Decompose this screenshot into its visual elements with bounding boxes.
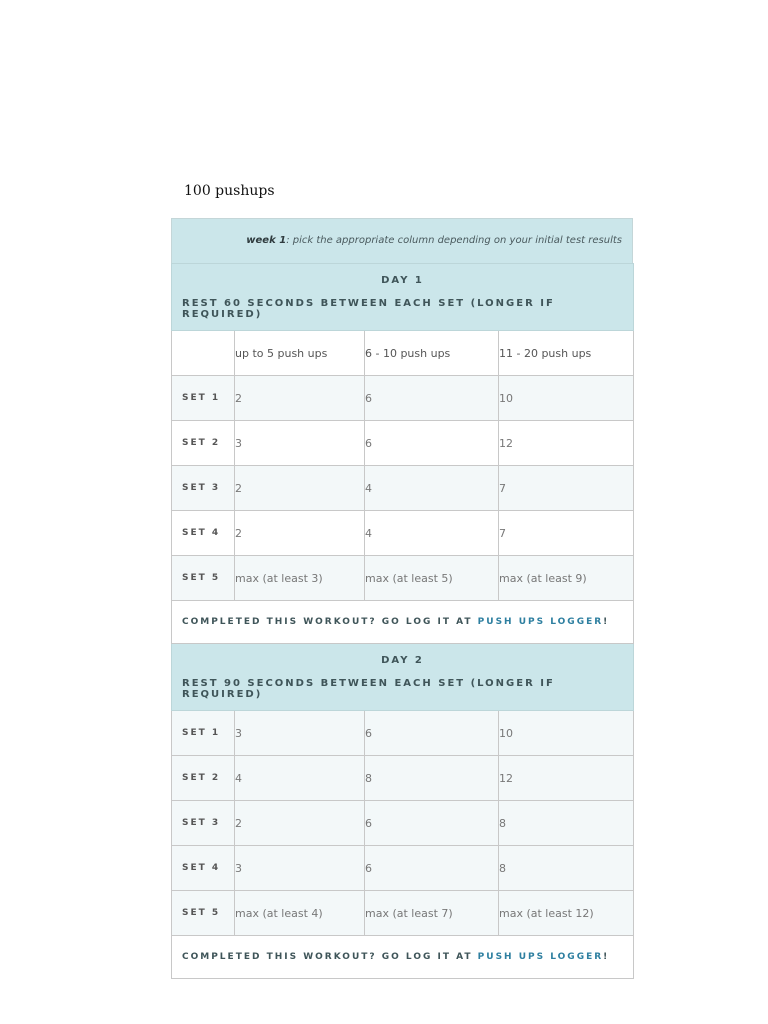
table-cell: max (at least 7) <box>365 891 499 936</box>
day-title: DAY 2 <box>381 654 424 666</box>
table-cell: 6 <box>365 846 499 891</box>
table-cell: 12 <box>499 421 634 466</box>
log-cell <box>172 936 634 979</box>
table-cell: max (at least 3) <box>235 556 365 601</box>
table-cell: max (at least 4) <box>235 891 365 936</box>
table-cell: 7 <box>499 466 634 511</box>
table-row <box>172 711 634 756</box>
set-label: SET 5 <box>172 556 235 601</box>
table-row <box>172 756 634 801</box>
table-cell: 12 <box>499 756 634 801</box>
table-cell: 2 <box>235 466 365 511</box>
table-cell: 2 <box>235 376 365 421</box>
table-cell: 6 <box>365 421 499 466</box>
table-cell: 4 <box>365 511 499 556</box>
workout-table-container <box>171 218 633 979</box>
caption-week: week 1 <box>246 235 287 246</box>
table-cell: 6 <box>365 711 499 756</box>
table-cell: 6 <box>365 376 499 421</box>
workout-table <box>171 263 634 979</box>
log-suffix: ! <box>603 952 610 962</box>
day-rest-instruction: REST 60 SECONDS BETWEEN EACH SET (LONGER IF REQUIRED) <box>182 297 555 320</box>
caption-text: : pick the appropriate column depending on your initial test results <box>286 235 622 246</box>
log-prompt: COMPLETED THIS WORKOUT? GO LOG IT AT <box>182 617 478 627</box>
set-label: SET 4 <box>172 846 235 891</box>
table-row <box>172 511 634 556</box>
day-rest-instruction: REST 90 SECONDS BETWEEN EACH SET (LONGER IF REQUIRED) <box>182 677 555 700</box>
table-cell: max (at least 12) <box>499 891 634 936</box>
table-cell: 4 <box>235 756 365 801</box>
log-cell <box>172 601 634 644</box>
set-label: SET 5 <box>172 891 235 936</box>
set-label: SET 3 <box>172 466 235 511</box>
table-caption <box>171 218 633 263</box>
column-header-row <box>172 331 634 376</box>
set-label: SET 2 <box>172 756 235 801</box>
log-prompt: COMPLETED THIS WORKOUT? GO LOG IT AT <box>182 952 478 962</box>
table-cell: 2 <box>235 511 365 556</box>
day-header-row <box>172 264 634 331</box>
set-label: SET 2 <box>172 421 235 466</box>
column-header-empty <box>172 331 235 376</box>
table-row <box>172 376 634 421</box>
column-header: 11 - 20 push ups <box>499 331 634 376</box>
table-cell: 3 <box>235 846 365 891</box>
set-label: SET 1 <box>172 376 235 421</box>
push-ups-logger-link[interactable]: PUSH UPS LOGGER <box>477 617 604 627</box>
table-row <box>172 556 634 601</box>
table-row <box>172 421 634 466</box>
table-row <box>172 801 634 846</box>
log-row <box>172 601 634 644</box>
table-cell: max (at least 5) <box>365 556 499 601</box>
table-row <box>172 891 634 936</box>
table-row <box>172 466 634 511</box>
table-cell: max (at least 9) <box>499 556 634 601</box>
set-label: SET 3 <box>172 801 235 846</box>
day-header-row <box>172 644 634 711</box>
table-cell: 8 <box>499 801 634 846</box>
column-header: 6 - 10 push ups <box>365 331 499 376</box>
set-label: SET 1 <box>172 711 235 756</box>
table-cell: 7 <box>499 511 634 556</box>
log-suffix: ! <box>603 617 610 627</box>
table-cell: 3 <box>235 421 365 466</box>
day-title: DAY 1 <box>381 274 424 286</box>
table-cell: 2 <box>235 801 365 846</box>
table-cell: 6 <box>365 801 499 846</box>
set-label: SET 4 <box>172 511 235 556</box>
table-cell: 10 <box>499 711 634 756</box>
day-header <box>172 264 634 331</box>
table-cell: 4 <box>365 466 499 511</box>
day-header <box>172 644 634 711</box>
document-title: 100 pushups <box>184 183 275 199</box>
table-cell: 8 <box>365 756 499 801</box>
log-row <box>172 936 634 979</box>
table-cell: 8 <box>499 846 634 891</box>
push-ups-logger-link[interactable]: PUSH UPS LOGGER <box>477 952 604 962</box>
table-row <box>172 846 634 891</box>
table-cell: 10 <box>499 376 634 421</box>
column-header: up to 5 push ups <box>235 331 365 376</box>
table-cell: 3 <box>235 711 365 756</box>
